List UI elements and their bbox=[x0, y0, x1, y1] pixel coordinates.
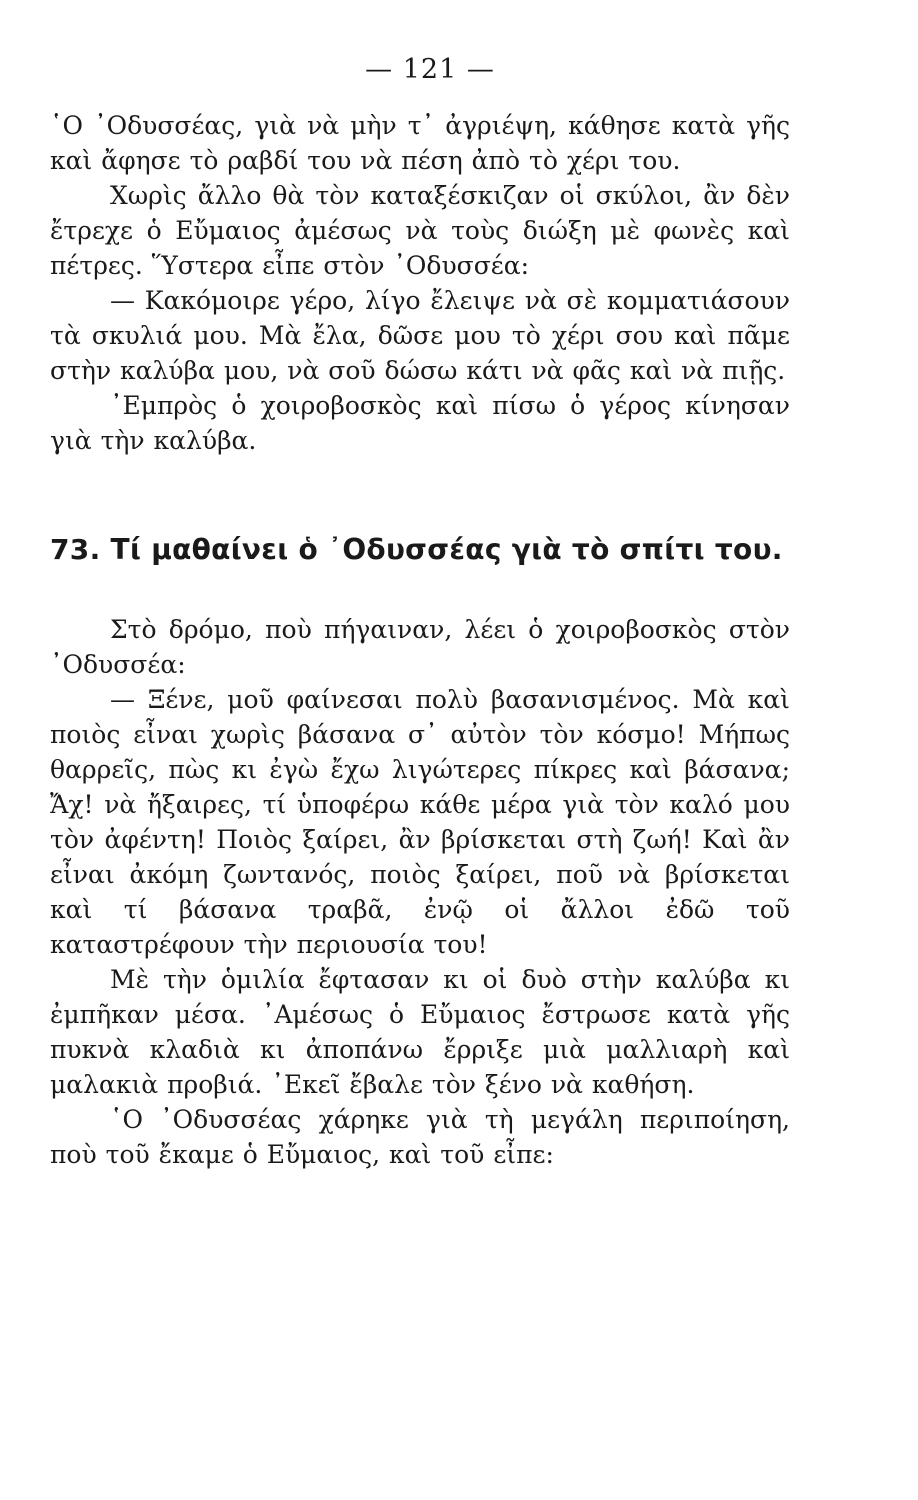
paragraph: Στὸ δρόμο, ποὺ πήγαιναν, λέει ὁ χοιροβοσκὸς στὸν ᾿Οδυσσέα: bbox=[50, 615, 790, 679]
paragraph: — Ξένε, μοῦ φαίνεσαι πολὺ βασανισμένος. Μὰ καὶ ποιὸς εἶναι χωρὶς βάσανα σ᾿ αὐτὸν τὸν κόσμο! Μήπως θαρρεῖς, πὼς κι ἐγὼ ἔχω λιγώτερες πίκρες καὶ βάσανα; Ἄχ! νὰ ἤξαιρες, τί ὑποφέρω κάθε μέρα γιὰ τὸν καλό μου τὸν ἀφέντη! Ποιὸς ξαίρει, ἂν βρίσκεται στὴ ζωή! Καὶ ἂν εἶναι ἀκόμη ζωντανός, ποιὸς ξαίρει, ποῦ νὰ βρίσκεται καὶ τί βάσανα τραβᾶ, ἐνῷ οἱ ἄλλοι ἐδῶ τοῦ καταστρέφουν τὴν περιουσία του! bbox=[50, 685, 790, 959]
paragraph: Μὲ τὴν ὁμιλία ἔφτασαν κι οἱ δυὸ στὴν καλύβα κι ἐμπῆκαν μέσα. ᾿Αμέσως ὁ Εὔμαιος ἔστρωσε κατὰ γῆς πυκνὰ κλαδιὰ κι ἀποπάνω ἔρριξε μιὰ μαλλιαρὴ καὶ μαλακιὰ προβιά. ᾿Εκεῖ ἔβαλε τὸν ξένο νὰ καθήση. bbox=[50, 965, 790, 1099]
text-block-before-heading bbox=[50, 108, 790, 458]
section-heading: 73. Τί μαθαίνει ὁ ᾿Οδυσσέας γιὰ τὸ σπίτι του. bbox=[50, 533, 783, 566]
paragraph: — Κακόμοιρε γέρο, λίγο ἔλειψε νὰ σὲ κομματιάσουν τὰ σκυλιά μου. Μὰ ἔλα, δῶσε μου τὸ χέρι σου καὶ πᾶμε στὴν καλύβα μου, νὰ σοῦ δώσω κάτι νὰ φᾶς καὶ νὰ πιῇς. bbox=[50, 286, 790, 385]
book-page bbox=[50, 50, 790, 1470]
paragraph: ῾Ο ᾿Οδυσσέας, γιὰ νὰ μὴν τ᾿ ἀγριέψη, κάθησε κατὰ γῆς καὶ ἄφησε τὸ ραβδί του νὰ πέση ἀπὸ τὸ χέρι του. bbox=[50, 111, 790, 175]
paragraph: ᾿Εμπρὸς ὁ χοιροβοσκὸς καὶ πίσω ὁ γέρος κίνησαν γιὰ τὴν καλύβα. bbox=[50, 391, 790, 455]
page-number: — 121 — bbox=[365, 54, 495, 85]
paragraph: ῾Ο ᾿Οδυσσέας χάρηκε γιὰ τὴ μεγάλη περιποίηση, ποὺ τοῦ ἔκαμε ὁ Εὔμαιος, καὶ τοῦ εἶπε: bbox=[50, 1105, 790, 1169]
paragraph: Χωρὶς ἄλλο θὰ τὸν καταξέσκιζαν οἱ σκύλοι, ἂν δὲν ἔτρεχε ὁ Εὔμαιος ἀμέσως νὰ τοὺς διώξη μὲ φωνὲς καὶ πέτρες. Ὕστερα εἶπε στὸν ᾿Οδυσσέα: bbox=[50, 181, 790, 280]
text-block-after-heading bbox=[50, 612, 790, 1172]
